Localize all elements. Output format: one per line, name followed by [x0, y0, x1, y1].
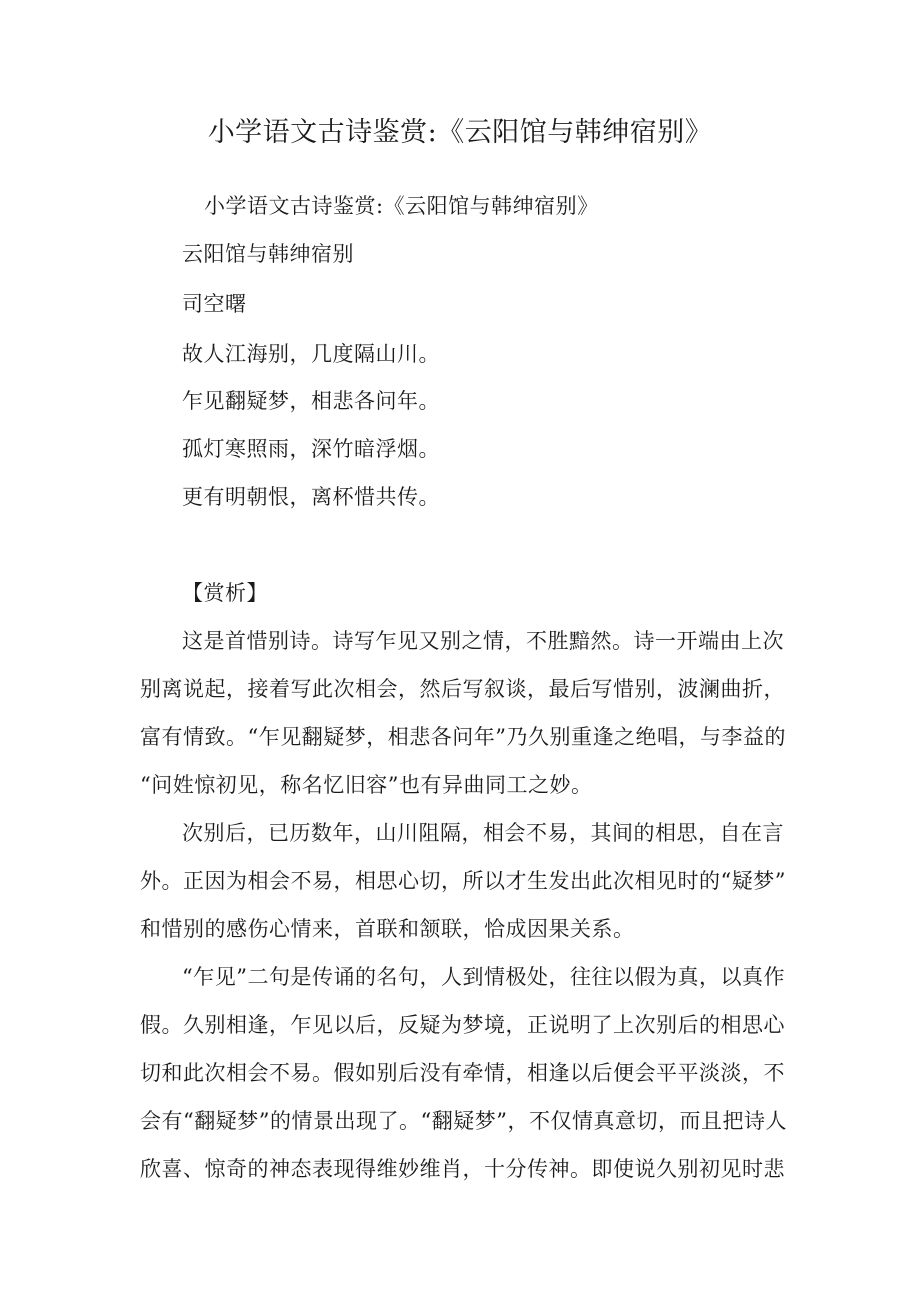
analysis-heading: 【赏析】 — [182, 581, 268, 605]
analysis-line: 别离说起，接着写此次相会，然后写叙谈，最后写惜别，波澜曲折， — [140, 677, 785, 701]
analysis-line: 外。正因为相会不易，相思心切，所以才生发出此次相见时的“疑梦” — [140, 869, 786, 893]
analysis-line: 和惜别的感伤心情来，首联和颔联，恰成因果关系。 — [140, 917, 635, 941]
document-subtitle: 小学语文古诗鉴赏:《云阳馆与韩绅宿别》 — [204, 194, 599, 218]
poem-verse: 故人江海别，几度隔山川。 — [182, 342, 440, 366]
analysis-line: 切和此次相会不易。假如别后没有牵情，相逢以后便会平平淡淡，不 — [140, 1061, 785, 1085]
analysis-line: 欣喜、惊奇的神态表现得维妙维肖，十分传神。即使说久别初见时悲 — [140, 1157, 785, 1181]
poem-title: 云阳馆与韩绅宿别 — [182, 242, 354, 266]
analysis-line: “问姓惊初见，称名忆旧容”也有异曲同工之妙。 — [140, 773, 593, 797]
analysis-line: 富有情致。“乍见翻疑梦，相悲各问年”乃久别重逢之绝唱，与李益的 — [140, 725, 786, 749]
analysis-line: 会有“翻疑梦”的情景出现了。“翻疑梦”，不仅情真意切，而且把诗人 — [140, 1109, 787, 1133]
poem-author: 司空曙 — [182, 292, 247, 316]
analysis-line: “乍见”二句是传诵的名句，人到情极处，往往以假为真，以真作 — [182, 965, 785, 989]
analysis-line: 假。久别相逢，乍见以后，反疑为梦境，正说明了上次别后的相思心 — [140, 1013, 785, 1037]
analysis-line: 次别后，已历数年，山川阻隔，相会不易，其间的相思，自在言 — [182, 821, 784, 845]
analysis-line: 这是首惜别诗。诗写乍见又别之情，不胜黯然。诗一开端由上次 — [182, 629, 784, 653]
poem-verse: 乍见翻疑梦，相悲各问年。 — [182, 389, 440, 413]
document-title: 小学语文古诗鉴赏:《云阳馆与韩绅宿别》 — [207, 117, 713, 148]
poem-verse: 更有明朝恨，离杯惜共传。 — [182, 485, 440, 509]
poem-verse: 孤灯寒照雨，深竹暗浮烟。 — [182, 437, 440, 461]
